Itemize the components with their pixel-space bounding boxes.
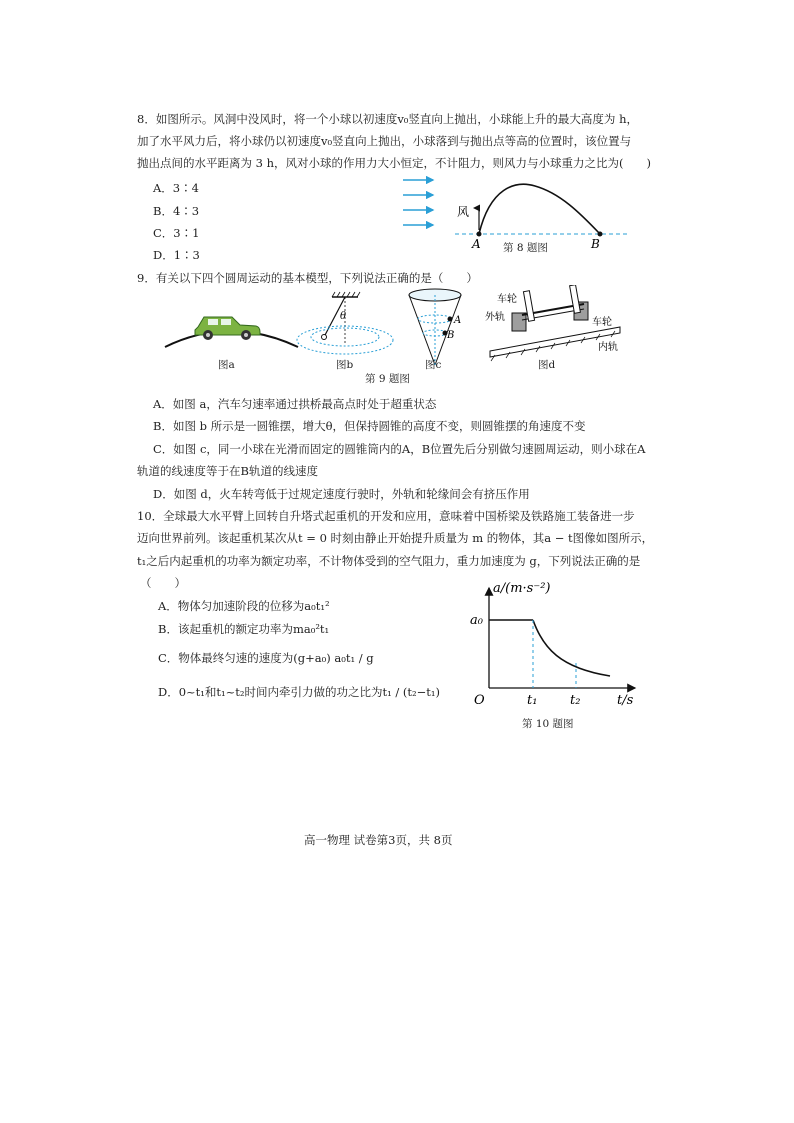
fig-d-label: 图d [538, 359, 556, 371]
q10-line-1: 10．全球最大水平臂上回转自升塔式起重机的开发和应用，意味着中国桥梁及铁路施工装备进一步 [137, 509, 635, 523]
q10-line-4: （ ） [140, 576, 186, 590]
conical-pendulum [297, 292, 393, 354]
trajectory-curve [479, 184, 600, 234]
q8-option-b: B．4∶3 [153, 204, 200, 218]
fig-b-label: 图b [336, 359, 354, 371]
point-a-dot [477, 232, 482, 237]
q8-option-a: A．3∶4 [153, 181, 199, 195]
fig-a-label: 图a [218, 359, 235, 371]
q8-option-c: C．3∶1 [153, 226, 200, 240]
x-axis-label: t/s [617, 693, 634, 708]
cone-a-label: A [454, 315, 462, 326]
q9-option-a: A．如图 a，汽车匀速率通过拱桥最高点时处于超重状态 [153, 397, 437, 411]
q8-line-1: 8．如图所示。风洞中没风时，将一个小球以初速度v₀竖直向上抛出，小球能上升的最大高度为 h， [137, 112, 638, 126]
q8-option-d: D．1∶3 [153, 248, 200, 262]
q10-graph [465, 578, 650, 710]
q10-line-2: 迈向世界前列。该起重机某次从t = 0 时刻由静止开始提升质量为 m 的物体，其a − t图像如图所示， [137, 531, 654, 545]
q8-caption: 第 8 题图 [503, 242, 548, 254]
cone-b-label: B [447, 330, 455, 341]
y-axis-label: a/(m·s⁻²) [493, 581, 551, 596]
wind-arrows [403, 180, 433, 225]
q9-caption: 第 9 题图 [365, 373, 410, 385]
q9-option-d: D．如图 d，火车转弯低于过规定速度行驶时，外轨和轮缘间会有挤压作用 [153, 487, 530, 501]
t2-label: t₂ [570, 693, 581, 708]
cone [409, 289, 461, 365]
q9-stem: 9．有关以下四个圆周运动的基本模型，下列说法正确的是（ ） [137, 271, 478, 285]
q8-line-2: 加了水平风力后，将小球仍以初速度v₀竖直向上抛出，小球落到与抛出点等高的位置时，该位置与 [137, 134, 632, 148]
t1-label: t₁ [527, 693, 538, 708]
decay-curve [533, 620, 610, 676]
q9-option-c-cont: 轨道的线速度等于在B轨道的线速度 [137, 464, 318, 478]
car-icon [195, 317, 260, 340]
wind-label: 风 [457, 205, 470, 219]
q10-caption: 第 10 题图 [522, 718, 574, 730]
point-a-label: A [472, 237, 481, 251]
q8-line-3: 抛出点间的水平距离为 3 h，风对小球的作用力大小恒定，不计阻力，则风力与小球重力之比为( ) [137, 156, 652, 170]
wheel-right-label: 车轮 [592, 317, 612, 328]
q9-option-c: C．如图 c，同一小球在光滑而固定的圆锥筒内的A，B位置先后分别做匀速圆周运动，则小球在A [153, 442, 646, 456]
outer-rail-label: 外轨 [485, 312, 505, 323]
inner-rail-label: 内轨 [598, 342, 618, 353]
q10-option-c: C．物体最终匀速的速度为(g+a₀) a₀t₁ / g [158, 651, 374, 665]
q10-line-3: t₁之后内起重机的功率为额定功率，不计物体受到的空气阻力，重力加速度为 g，下列说法正确的是 [137, 554, 641, 568]
fig-c-label: 图c [425, 359, 442, 371]
q9-option-b: B．如图 b 所示是一圆锥摆，增大θ，但保持圆锥的高度不变，则圆锥摆的角速度不变 [153, 419, 586, 433]
q10-option-d: D．0~t₁和t₁~t₂时间内牵引力做的功之比为t₁ / (t₂−t₁) [158, 685, 440, 699]
theta-label: θ [340, 311, 347, 322]
q10-option-a: A．物体匀加速阶段的位移为a₀t₁² [158, 599, 330, 613]
point-b-dot [598, 232, 603, 237]
q10-option-b: B．该起重机的额定功率为ma₀²t₁ [158, 622, 330, 636]
point-b-label: B [591, 237, 600, 251]
a0-label: a₀ [470, 613, 483, 628]
page-footer: 高一物理 试卷第3页，共 8页 [304, 833, 453, 847]
origin-label: O [474, 693, 485, 708]
wheel-top-label: 车轮 [497, 294, 517, 305]
